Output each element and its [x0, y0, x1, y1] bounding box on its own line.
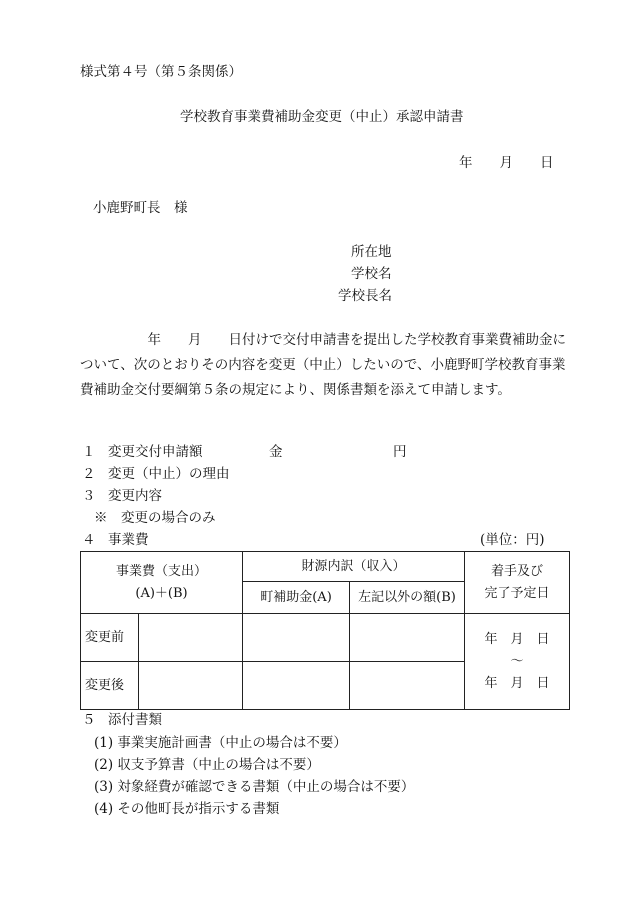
body-text: [80, 328, 570, 403]
attachment-item: (3) 対象経費が確認できる書類（中止の場合は不要）: [94, 779, 415, 795]
item-3-note: ※ 変更の場合のみ: [94, 510, 216, 526]
item-5-number: ５: [82, 712, 96, 728]
item-4-number: ４: [82, 532, 96, 548]
body-line: 年 月 日付けで交付申請書を提出した学校教育事業費補助金に: [80, 332, 566, 348]
principal-name-label: 学校長名: [338, 288, 392, 304]
cell-after-other: [350, 662, 465, 710]
header-period: [465, 552, 570, 614]
cell-before-expense: [139, 614, 243, 662]
item-1-kin: 金: [269, 444, 283, 460]
expense-table: [80, 551, 570, 710]
header-subsidy: 町補助金(A): [243, 582, 350, 614]
item-1-label: 変更交付申請額: [108, 444, 203, 460]
period-end: 年 月 日: [484, 675, 550, 691]
item-2-number: ２: [82, 466, 96, 482]
attachment-item: (4) その他町長が指示する書類: [94, 801, 280, 817]
unit-label: (単位：円): [480, 532, 545, 548]
item-3-number: ３: [82, 488, 96, 504]
header-period-line1: 着手及び: [491, 563, 544, 579]
cell-before-other: [350, 614, 465, 662]
school-name-label: 学校名: [351, 266, 392, 282]
form-number: 様式第４号（第５条関係）: [80, 64, 242, 80]
body-line: 費補助金交付要綱第５条の規定により、関係書類を添えて申請します。: [80, 382, 511, 398]
row-label-before: 変更前: [81, 614, 139, 662]
header-expense: [81, 552, 243, 614]
header-period-line2: 完了予定日: [484, 585, 550, 601]
header-other: 左記以外の額(B): [350, 582, 465, 614]
cell-after-subsidy: [243, 662, 350, 710]
header-expense-line1: 事業費（支出）: [116, 563, 208, 579]
item-5-label: 添付書類: [108, 712, 162, 728]
address-label: 所在地: [351, 244, 392, 260]
period-start: 年 月 日: [484, 631, 550, 647]
period-tilde: ～: [510, 653, 524, 669]
header-funding: 財源内訳（収入）: [243, 552, 465, 582]
attachment-item: (1) 事業実施計画書（中止の場合は不要）: [94, 735, 347, 751]
item-1-number: １: [82, 444, 96, 460]
application-date: 年 月 日: [459, 155, 554, 171]
period-cell: [465, 614, 570, 710]
document-title: 学校教育事業費補助金変更（中止）承認申請書: [180, 109, 464, 125]
cell-before-subsidy: [243, 614, 350, 662]
item-3-label: 変更内容: [108, 488, 162, 504]
item-2-label: 変更（中止）の理由: [108, 466, 230, 482]
item-4-label: 事業費: [108, 532, 149, 548]
cell-after-expense: [139, 662, 243, 710]
addressee: 小鹿野町長 様: [93, 200, 188, 216]
item-1-yen: 円: [393, 444, 407, 460]
header-expense-line2: (A)＋(B): [135, 585, 188, 601]
body-line: ついて、次のとおりその内容を変更（中止）したいので、小鹿野町学校教育事業: [80, 357, 566, 373]
attachment-item: (2) 収支予算書（中止の場合は不要）: [94, 757, 320, 773]
row-label-after: 変更後: [81, 662, 139, 710]
